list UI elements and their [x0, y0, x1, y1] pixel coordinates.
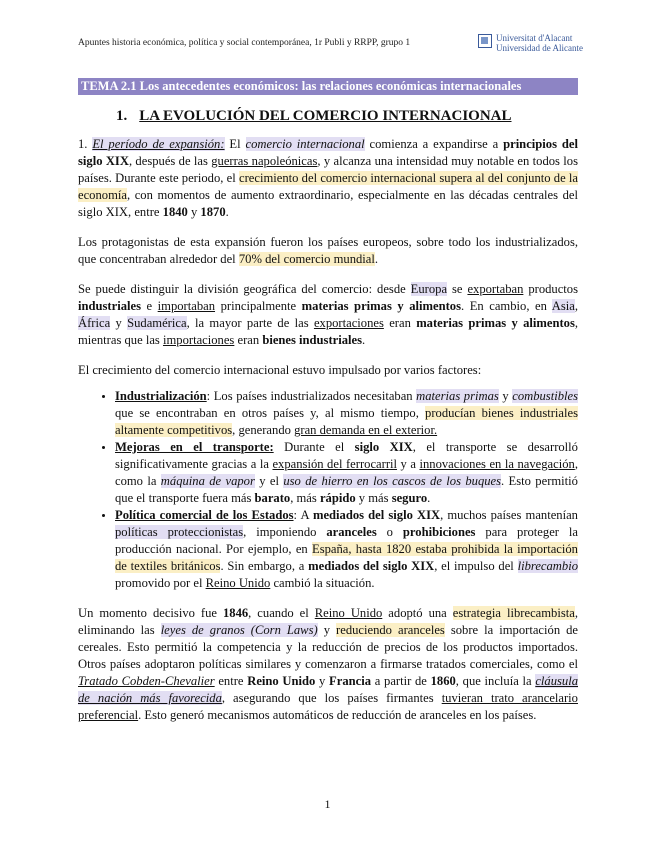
text-run: , después de las — [128, 154, 212, 168]
text-run: adoptó una — [382, 606, 453, 620]
running-header: Apuntes historia económica, política y social contemporánea, 1r Publi y RRPP, grupo 1 — [78, 38, 411, 48]
text-run: y — [315, 674, 330, 688]
text-run: : A — [293, 508, 313, 522]
text-run: importaban — [157, 299, 216, 313]
text-run: e — [140, 299, 158, 313]
text-run: Se puede distinguir la división geográfica del comercio: desde — [78, 282, 411, 296]
text-run: eran — [234, 333, 263, 347]
text-run: . — [225, 205, 229, 219]
text-run: y más — [355, 491, 392, 505]
text-run: 70% del comercio mundial — [238, 252, 375, 266]
text-run: . — [374, 252, 379, 266]
text-run: productos — [523, 282, 579, 296]
text-run: comercio internacional — [245, 137, 365, 151]
text-run: , cuando el — [248, 606, 315, 620]
text-run: Europa — [410, 282, 448, 296]
text-run: Sudamérica — [127, 316, 187, 330]
paragraph-factors-intro: El crecimiento del comercio internacional estuvo impulsado por varios factores: — [78, 363, 482, 377]
paragraph-geographic-division — [78, 281, 578, 349]
text-run: sobre la importación de cereales. Esto permitió la competencia y la reducción de precios de los productos importados. Otros países adoptaron políticas similares y comenzaron a firmarse tratados comerciales, como el — [78, 623, 579, 671]
text-run: crecimiento del comercio internacional supera al del conjunto de la economía — [78, 171, 579, 202]
text-run: , la mayor parte de las — [186, 316, 314, 330]
text-run: África — [78, 316, 111, 330]
text-run: combustibles — [512, 389, 578, 403]
text-run: , el transporte se desarrolló significativamente gracias a la — [115, 440, 578, 471]
text-run: reduciendo aranceles — [336, 623, 445, 637]
page-number: 1 — [324, 797, 331, 811]
text-run: importaciones — [162, 333, 235, 347]
paragraph-protagonists — [78, 234, 578, 268]
text-run: prohibiciones — [402, 525, 476, 539]
text-run: industriales — [78, 299, 141, 313]
text-run: , y alcanza una intensidad muy notable en todos los países. Durante este periodo, el — [78, 154, 578, 185]
text-run: expansión del ferrocarril — [272, 457, 398, 471]
text-run: producían bienes industriales altamente competitivos — [115, 406, 578, 437]
text-run: principalmente — [215, 299, 302, 313]
text-run: , que incluía la — [455, 674, 536, 688]
text-run: Tratado Cobden-Chevalier — [78, 674, 215, 688]
text-run: materias primas y alimentos — [301, 299, 462, 313]
list-item-transporte — [115, 439, 578, 507]
text-run: , con momentos de aumento extraordinario, especialmente en las décadas centrales del siglo XIX, entre — [78, 188, 578, 219]
text-run: . — [362, 333, 366, 347]
text-run: o — [376, 525, 403, 539]
text-run: Reino Unido — [205, 576, 271, 590]
text-run: : Los países industrializados necesitaban — [206, 389, 417, 403]
text-run: , mientras que las — [78, 316, 579, 347]
list-item-politica-comercial — [115, 507, 578, 592]
text-run: Durante el — [273, 440, 355, 454]
text-run: y a — [397, 457, 420, 471]
text-run: , más — [290, 491, 320, 505]
text-run: , como la — [115, 457, 578, 488]
document-body — [78, 136, 578, 737]
logo-line-valencian: Universitat d'Alacant — [496, 33, 573, 43]
text-run: y — [110, 316, 128, 330]
text-run: 1870 — [200, 205, 226, 219]
text-run: a partir de — [371, 674, 431, 688]
text-run: cláusula de nación más favorecida — [78, 674, 579, 705]
university-logo — [478, 33, 583, 53]
text-run: comienza a expandirse a — [364, 137, 504, 151]
text-run: y — [498, 389, 513, 403]
text-run: librecambio — [517, 559, 578, 573]
text-run: , imponiendo — [243, 525, 327, 539]
section-title: LA EVOLUCIÓN DEL COMERCIO INTERNACIONAL — [139, 108, 512, 124]
text-run: y — [317, 623, 337, 637]
text-run: materias primas y alimentos — [416, 316, 575, 330]
text-run: rápido — [319, 491, 356, 505]
text-run: políticas proteccionistas — [115, 525, 244, 539]
text-run: aranceles — [326, 525, 377, 539]
paragraph-expansion-period — [78, 136, 578, 221]
text-run: y — [187, 205, 201, 219]
text-run: , — [574, 299, 578, 313]
text-run: exportaban — [467, 282, 524, 296]
text-run: . Esto generó mecanismos automáticos de reducción de aranceles en los países. — [138, 708, 537, 722]
text-run: Reino Unido — [314, 606, 383, 620]
text-run: . Esto permitió que el transporte fuera más — [115, 474, 578, 505]
text-run: materias primas — [416, 389, 499, 403]
text-run: mediados del siglo XIX — [308, 559, 435, 573]
text-run: El período de expansión: — [92, 137, 225, 151]
text-run: gran demanda en el exterior. — [294, 423, 438, 437]
list-item-industrializacion — [115, 388, 578, 439]
tema-title-bar: TEMA 2.1 Los antecedentes económicos: las relaciones económicas internacionales — [78, 78, 578, 95]
text-run: , eliminando las — [78, 606, 578, 637]
text-run: , asegurando que los países firmantes — [221, 691, 442, 705]
text-run: Asia — [551, 299, 575, 313]
text-run: Política comercial de los Estados — [115, 508, 294, 522]
text-run: Un momento decisivo fue — [78, 606, 223, 620]
text-run: promovido por el — [115, 576, 206, 590]
text-run: se — [447, 282, 468, 296]
text-run: innovaciones en la navegación — [419, 457, 575, 471]
text-run: exportaciones — [313, 316, 384, 330]
paragraph-decisive-moment — [78, 605, 578, 724]
text-run: leyes de granos (Corn Laws) — [160, 623, 318, 637]
section-number: 1. — [116, 108, 128, 124]
text-run: Mejoras en el transporte: — [115, 440, 274, 454]
text-run: Los protagonistas de esta expansión fueron los países europeos, sobre todo los industrializados, que concentraban alrededor del — [78, 235, 578, 266]
text-run: 1. — [78, 137, 93, 151]
text-run: cambió la situación. — [270, 576, 375, 590]
text-run: mediados del siglo XIX — [312, 508, 441, 522]
text-run: 1846 — [222, 606, 249, 620]
text-run: 1840 — [162, 205, 188, 219]
text-run: uso de hierro en los cascos de los buques — [283, 474, 502, 488]
text-run: guerras napoleónicas — [211, 154, 318, 168]
text-run: principios del siglo XIX — [78, 137, 578, 168]
text-run: , el impulso del — [434, 559, 518, 573]
text-run: Francia — [329, 674, 372, 688]
text-run: entre — [214, 674, 248, 688]
text-run: para proteger la producción nacional. Por ejemplo, en — [115, 525, 579, 556]
text-run: Industrialización — [115, 389, 207, 403]
text-run: , generando — [232, 423, 295, 437]
text-run: . — [427, 491, 431, 505]
text-run: . En cambio, en — [461, 299, 552, 313]
text-run: seguro — [391, 491, 428, 505]
university-emblem-icon — [478, 34, 492, 48]
section-heading — [116, 108, 512, 125]
text-run: estrategia librecambista — [452, 606, 575, 620]
text-run: y el — [254, 474, 284, 488]
text-run: Reino Unido — [247, 674, 316, 688]
text-run: eran — [383, 316, 417, 330]
text-run: que se encontraban en otros países y, al mismo tiempo, — [115, 406, 426, 420]
text-run: El — [224, 137, 246, 151]
text-run: barato — [254, 491, 291, 505]
text-run: tuvieran trato arancelario preferencial — [78, 691, 578, 722]
text-run: bienes industriales — [262, 333, 363, 347]
text-run: España, hasta 1820 estaba prohibida la importación de textiles británicos — [115, 542, 578, 573]
text-run: , muchos países mantenían — [440, 508, 578, 522]
text-run: . Sin embargo, a — [220, 559, 309, 573]
text-run: siglo XIX — [354, 440, 413, 454]
logo-line-spanish: Universidad de Alicante — [496, 43, 583, 53]
factors-list — [78, 388, 578, 592]
text-run: máquina de vapor — [160, 474, 255, 488]
text-run: 1860 — [430, 674, 456, 688]
